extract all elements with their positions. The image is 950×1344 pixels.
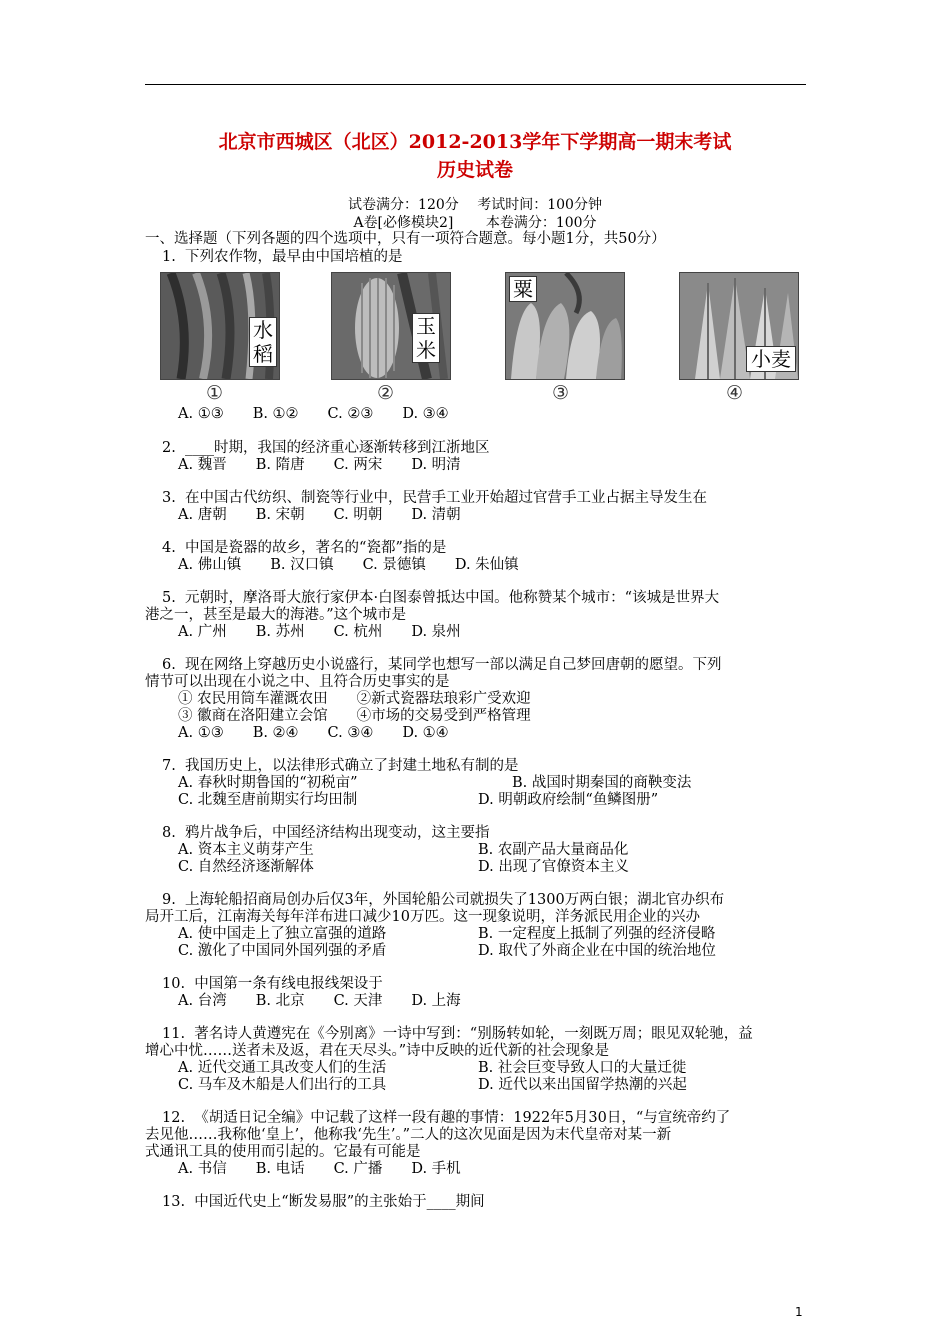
question-11-stem-1: 11. 著名诗人黄遵宪在《今别离》一诗中写到：“别肠转如轮，一刻既万周；眼见双轮驰，益	[162, 1026, 753, 1042]
question-1-stem: 1. 下列农作物，最早由中国培植的是	[162, 249, 403, 265]
millet-label: 粟	[509, 276, 537, 302]
question-11-option-c: C. 马车及木船是人们出行的工具	[178, 1077, 387, 1093]
question-9-option-c: C. 激化了中国同外国列强的矛盾	[178, 943, 387, 959]
question-9-stem-1: 9. 上海轮船招商局创办后仅3年，外国轮船公司就损失了1300万两白银；湖北官办织布	[162, 892, 725, 908]
question-7-stem: 7. 我国历史上，以法律形式确立了封建土地私有制的是	[162, 758, 519, 774]
question-11-option-a: A. 近代交通工具改变人们的生活	[178, 1060, 387, 1076]
question-12-stem-1: 12. 《胡适日记全编》中记载了这样一段有趣的事情：1922年5月30日，“与宣统帝约了	[162, 1110, 731, 1126]
question-2-options: A. 魏晋 B. 隋唐 C. 两宋 D. 明清	[178, 457, 461, 473]
wheat-photo	[679, 272, 799, 380]
question-3-stem: 3. 在中国古代纺织、制瓷等行业中，民营手工业开始超过官营手工业占据主导发生在	[162, 490, 708, 506]
question-10-stem: 10. 中国第一条有线电报线架设于	[162, 976, 383, 992]
question-8-option-d: D. 出现了官僚资本主义	[478, 859, 629, 875]
question-12-options: A. 书信 B. 电话 C. 广播 D. 手机	[178, 1161, 461, 1177]
header-rule	[145, 84, 806, 85]
question-6-item-2: ③ 徽商在洛阳建立会馆 ④市场的交易受到严格管理	[178, 708, 531, 724]
question-7-option-d: D. 明朝政府绘制“鱼鳞图册”	[478, 792, 659, 808]
question-4-options: A. 佛山镇 B. 汉口镇 C. 景德镇 D. 朱仙镇	[178, 557, 519, 573]
question-6-options: A. ①③ B. ②④ C. ③④ D. ①④	[178, 725, 449, 741]
question-8-stem: 8. 鸦片战争后，中国经济结构出现变动，这主要指	[162, 825, 490, 841]
question-9-option-b: B. 一定程度上抵制了列强的经济侵略	[478, 926, 716, 942]
question-7-option-c: C. 北魏至唐前期实行均田制	[178, 792, 358, 808]
question-9-option-d: D. 取代了外商企业在中国的统治地位	[478, 943, 716, 959]
question-8-option-c: C. 自然经济逐渐解体	[178, 859, 314, 875]
exam-meta-1: 试卷满分：120分 考试时间：100分钟	[348, 197, 602, 213]
exam-subtitle: 历史试卷	[436, 159, 513, 181]
section-heading: 一、选择题（下列各题的四个选项中，只有一项符合题意。每小题1分，共50分）	[145, 231, 666, 247]
question-12-stem-2: 去见他……我称他‘皇上’，他称我‘先生’。”二人的这次见面是因为末代皇帝对某一新	[145, 1127, 672, 1143]
question-4-stem: 4. 中国是瓷器的故乡，著名的“瓷都”指的是	[162, 540, 447, 556]
image-number-3: ③	[552, 382, 570, 404]
image-number-1: ①	[206, 382, 224, 404]
question-1-options: A. ①③ B. ①② C. ②③ D. ③④	[178, 406, 449, 422]
image-number-4: ④	[726, 382, 744, 404]
question-6-stem-2: 情节可以出现在小说之中、且符合历史事实的是	[145, 674, 450, 690]
image-number-2: ②	[377, 382, 395, 404]
exam-title: 北京市西城区（北区）2012-2013学年下学期高一期末考试	[218, 131, 732, 153]
question-11-option-b: B. 社会巨变导致人口的大量迁徙	[478, 1060, 687, 1076]
question-9-stem-2: 局开工后，江南海关每年洋布进口减少10万匹。这一现象说明，洋务派民用企业的兴办	[145, 909, 700, 925]
question-13-stem: 13. 中国近代史上“断发易服”的主张始于____期间	[162, 1194, 485, 1210]
question-8-option-a: A. 资本主义萌芽产生	[178, 842, 314, 858]
question-5-stem-2: 港之一，甚至是最大的海港。”这个城市是	[145, 607, 407, 623]
corn-label: 玉米	[412, 313, 440, 363]
question-3-options: A. 唐朝 B. 宋朝 C. 明朝 D. 清朝	[178, 507, 461, 523]
question-7-option-b: B. 战国时期秦国的商鞅变法	[512, 775, 692, 791]
question-6-stem-1: 6. 现在网络上穿越历史小说盛行，某同学也想写一部以满足自己梦回唐朝的愿望。下列	[162, 657, 722, 673]
question-7-option-a: A. 春秋时期鲁国的“初税亩”	[178, 775, 358, 791]
question-10-options: A. 台湾 B. 北京 C. 天津 D. 上海	[178, 993, 461, 1009]
question-6-item-1: ① 农民用筒车灌溉农田 ②新式瓷器珐琅彩广受欢迎	[178, 691, 531, 707]
question-11-option-d: D. 近代以来出国留学热潮的兴起	[478, 1077, 687, 1093]
millet-photo	[505, 272, 625, 380]
page-number: 1	[795, 1305, 803, 1319]
wheat-label: 小麦	[746, 346, 796, 372]
question-11-stem-2: 增心中忧……送者未及返，君在天尽头。”诗中反映的近代新的社会现象是	[145, 1043, 610, 1059]
question-2-stem: 2. ____时期，我国的经济重心逐渐转移到江浙地区	[162, 440, 490, 456]
question-5-options: A. 广州 B. 苏州 C. 杭州 D. 泉州	[178, 624, 461, 640]
rice-label: 水稻	[249, 317, 277, 367]
corn-photo	[331, 272, 451, 380]
rice-photo	[160, 272, 280, 380]
question-8-option-b: B. 农副产品大量商品化	[478, 842, 629, 858]
question-12-stem-3: 式通讯工具的使用而引起的。它最有可能是	[145, 1144, 421, 1160]
question-9-option-a: A. 使中国走上了独立富强的道路	[178, 926, 387, 942]
question-5-stem-1: 5. 元朝时，摩洛哥大旅行家伊本·白图泰曾抵达中国。他称赞某个城市：“该城是世界大	[162, 590, 720, 606]
exam-meta-2: A卷[必修模块2] 本卷满分：100分	[353, 215, 597, 231]
